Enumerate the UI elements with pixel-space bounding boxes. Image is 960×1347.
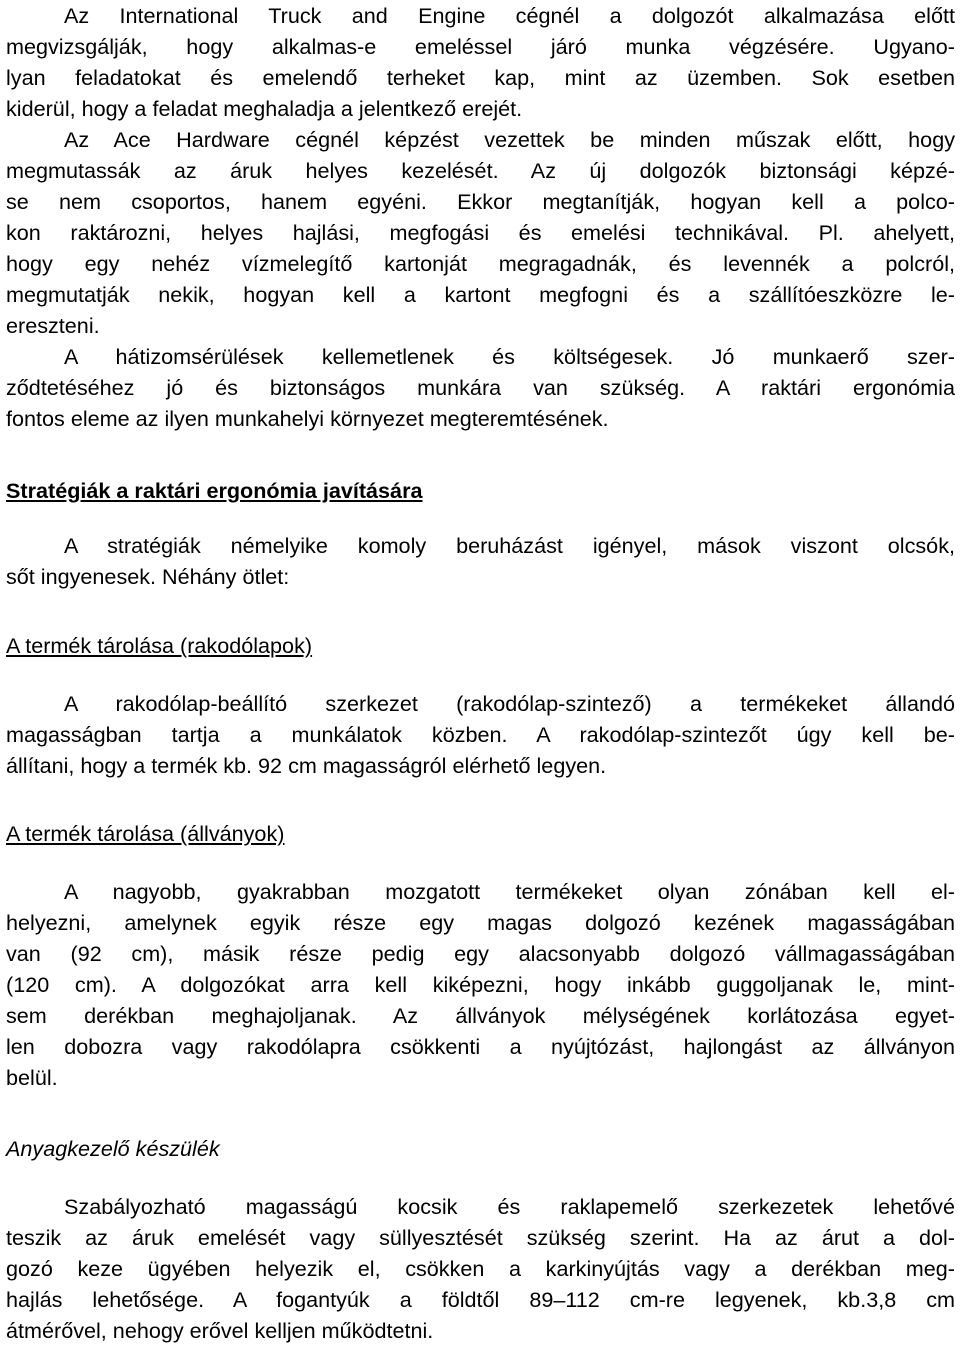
paragraph-line: A nagyobb, gyakrabban mozgatott termékeket olyan zónában kell el- <box>64 879 955 904</box>
paragraph-line: teszik az áruk emelését vagy süllyesztését szükség szerint. Ha az árut a dol- <box>6 1225 955 1250</box>
paragraph-line: megmutatják nekik, hogyan kell a kartont megfogni és a szállítóeszközre le- <box>6 282 955 307</box>
paragraph-line: átmérővel, nehogy erővel kelljen működtetni. <box>6 1318 434 1343</box>
paragraph-line: hajlás lehetősége. A fogantyúk a földtől 89–112 cm-re legyenek, kb.3,8 cm <box>6 1287 955 1312</box>
paragraph-line: belül. <box>6 1065 58 1090</box>
paragraph-line: van (92 cm), másik része pedig egy alacsonyabb dolgozó vállmagasságában <box>6 941 955 966</box>
paragraph-line: megvizsgálják, hogy alkalmas-e emeléssel járó munka végzésére. Ugyano- <box>6 34 955 59</box>
paragraph-line: (120 cm). A dolgozókat arra kell kiképezni, hogy inkább guggoljanak le, mint- <box>6 972 955 997</box>
paragraph-line: hogy egy nehéz vízmelegítő kartonját megragadnák, és levennék a polcról, <box>6 251 955 276</box>
paragraph-line: len dobozra vagy rakodólapra csökkenti a nyújtózást, hajlongást az állványon <box>6 1034 955 1059</box>
paragraph-line: kiderül, hogy a feladat meghaladja a jelentkező erejét. <box>6 96 523 121</box>
section-heading: Stratégiák a raktári ergonómia javítására <box>6 478 423 503</box>
subsection-heading: A termék tárolása (rakodólapok) <box>6 633 313 658</box>
subsection-heading: A termék tárolása (állványok) <box>6 821 285 846</box>
paragraph-line: ződtetéséhez jó és biztonságos munkára van szükség. A raktári ergonómia <box>6 375 955 400</box>
paragraph-line: Szabályozható magasságú kocsik és raklapemelő szerkezetek lehetővé <box>64 1194 955 1219</box>
paragraph-line: A rakodólap-beállító szerkezet (rakodólap-szintező) a termékeket állandó <box>64 691 955 716</box>
paragraph-line: fontos eleme az ilyen munkahelyi környezet megteremtésének. <box>6 406 609 431</box>
paragraph-line: Az International Truck and Engine cégnél a dolgozót alkalmazása előtt <box>64 3 955 28</box>
paragraph-line: megmutassák az áruk helyes kezelését. Az új dolgozók biztonsági képzé- <box>6 158 955 183</box>
subsection-heading: Anyagkezelő készülék <box>6 1136 220 1161</box>
paragraph-line: A stratégiák némelyike komoly beruházást igényel, mások viszont olcsók, <box>64 533 955 558</box>
paragraph-line: gozó keze ügyében helyezik el, csökken a karkinyújtás vagy a derékban meg- <box>6 1256 955 1281</box>
paragraph-line: se nem csoportos, hanem egyéni. Ekkor megtanítják, hogyan kell a polco- <box>6 189 955 214</box>
paragraph-line: állítani, hogy a termék kb. 92 cm magasságról elérhető legyen. <box>6 753 607 778</box>
paragraph-line: kon raktározni, helyes hajlási, megfogási és emelési technikával. Pl. ahelyett, <box>6 220 955 245</box>
paragraph-line: helyezni, amelynek egyik része egy magas dolgozó kezének magasságában <box>6 910 955 935</box>
paragraph-line: lyan feladatokat és emelendő terheket kap, mint az üzemben. Sok esetben <box>6 65 955 90</box>
paragraph-line: Az Ace Hardware cégnél képzést vezettek be minden műszak előtt, hogy <box>64 127 955 152</box>
paragraph-line: A hátizomsérülések kellemetlenek és költségesek. Jó munkaerő szer- <box>64 344 955 369</box>
paragraph-line: sőt ingyenesek. Néhány ötlet: <box>6 564 290 589</box>
paragraph-line: ereszteni. <box>6 313 100 338</box>
paragraph-line: magasságban tartja a munkálatok közben. A rakodólap-szintezőt úgy kell be- <box>6 722 955 747</box>
paragraph-line: sem derékban meghajoljanak. Az állványok mélységének korlátozása egyet- <box>6 1003 955 1028</box>
